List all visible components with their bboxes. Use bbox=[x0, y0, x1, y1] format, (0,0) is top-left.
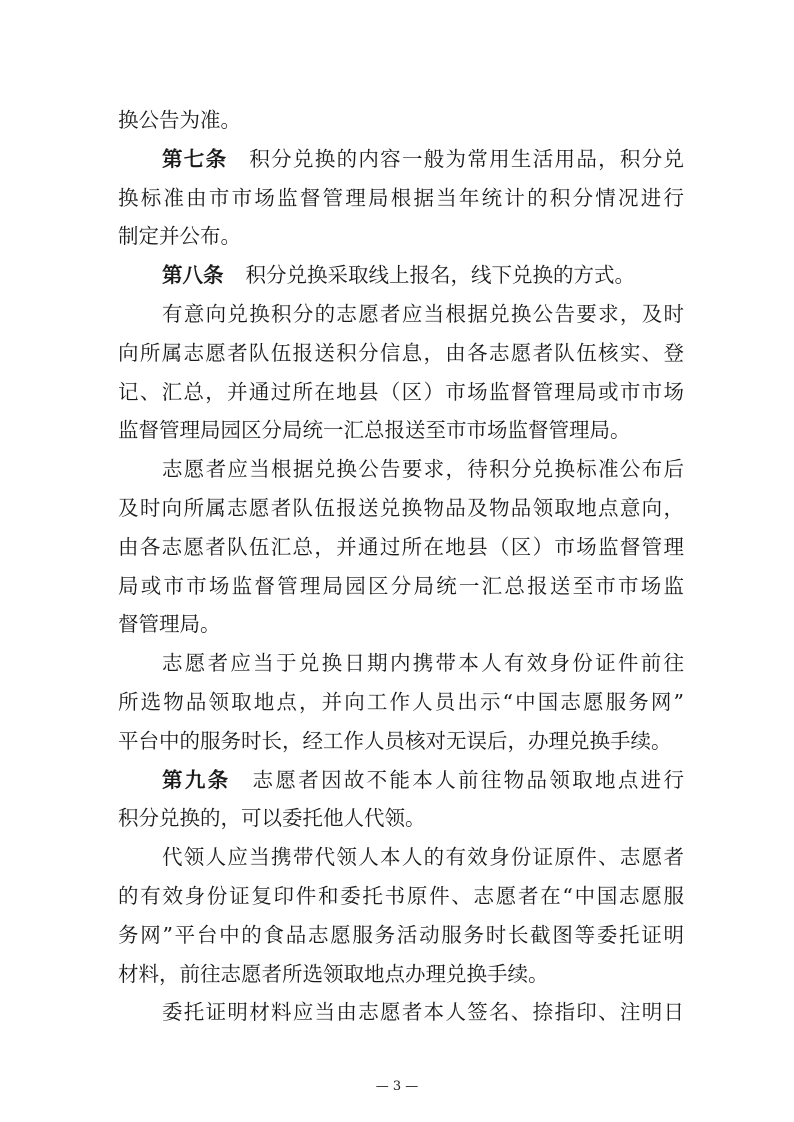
text-line: 监督管理局园区分局统一汇总报送至市市场监督管理局。 bbox=[118, 418, 631, 443]
text-line: 制定并公布。 bbox=[118, 224, 241, 249]
text-line: 志愿者应当根据兑换公告要求，待积分兑换标准公布后 bbox=[162, 457, 684, 482]
text-line: 的有效身份证复印件和委托书原件、志愿者在“中国志愿服 bbox=[118, 883, 684, 908]
article-heading: 第七条 bbox=[162, 146, 228, 171]
text-line: 换公告为准。 bbox=[118, 108, 241, 132]
text-line: 督管理局。 bbox=[118, 612, 221, 637]
page-number: — 3 — bbox=[375, 1079, 419, 1094]
text-line: 由各志愿者队伍汇总，并通过所在地县（区）市场监督管理 bbox=[118, 534, 684, 559]
text-line: 材料，前往志愿者所选领取地点办理兑换手续。 bbox=[118, 961, 549, 986]
document-body bbox=[118, 101, 684, 1032]
paragraph-9a bbox=[118, 838, 684, 993]
text-line bbox=[118, 761, 684, 800]
text-line: 向所属志愿者队伍报送积分信息，由各志愿者队伍核实、登 bbox=[118, 340, 684, 365]
text-line: 志愿者应当于兑换日期内携带本人有效身份证件前往 bbox=[162, 651, 684, 676]
text-line: 代领人应当携带代领人本人的有效身份证原件、志愿者 bbox=[162, 845, 684, 870]
text-line: 局或市市场监督管理局园区分局统一汇总报送至市市场监 bbox=[118, 573, 684, 598]
text-line: 有意向兑换积分的志愿者应当根据兑换公告要求，及时 bbox=[162, 301, 684, 326]
text-line bbox=[118, 256, 684, 295]
article-heading: 第九条 bbox=[162, 767, 231, 792]
text-line: 务网”平台中的食品志愿服务活动服务时长截图等委托证明 bbox=[118, 922, 684, 947]
text-line: 换标准由市市场监督管理局根据当年统计的积分情况进行 bbox=[118, 185, 684, 210]
paragraph-8b bbox=[118, 450, 684, 644]
paragraph-9b bbox=[118, 993, 684, 1032]
article-9 bbox=[118, 761, 684, 839]
text-line: 及时向所属志愿者队伍报送兑换物品及物品领取地点意向， bbox=[118, 495, 684, 520]
text-line: 平台中的服务时长，经工作人员核对无误后，办理兑换手续。 bbox=[118, 728, 672, 753]
article-heading: 第八条 bbox=[162, 263, 224, 288]
article-8 bbox=[118, 256, 684, 295]
article-7 bbox=[118, 140, 684, 256]
paragraph-8c bbox=[118, 644, 684, 760]
text-line: 委托证明材料应当由志愿者本人签名、捺指印、注明日 bbox=[162, 1000, 684, 1025]
text-line: 积分兑换的，可以委托他人代领。 bbox=[118, 806, 426, 831]
text-line: 所选物品领取地点，并向工作人员出示“中国志愿服务网” bbox=[118, 689, 684, 714]
article-text: 积分兑换采取线上报名，线下兑换的方式。 bbox=[245, 263, 635, 288]
text-line bbox=[118, 140, 684, 179]
article-text: 积分兑换的内容一般为常用生活用品，积分兑 bbox=[249, 146, 685, 171]
paragraph-8a bbox=[118, 295, 684, 450]
text-line: 记、汇总，并通过所在地县（区）市场监督管理局或市市场 bbox=[118, 379, 684, 404]
article-text: 志愿者因故不能本人前往物品领取地点进行 bbox=[252, 767, 684, 792]
paragraph-continuation bbox=[118, 101, 684, 140]
